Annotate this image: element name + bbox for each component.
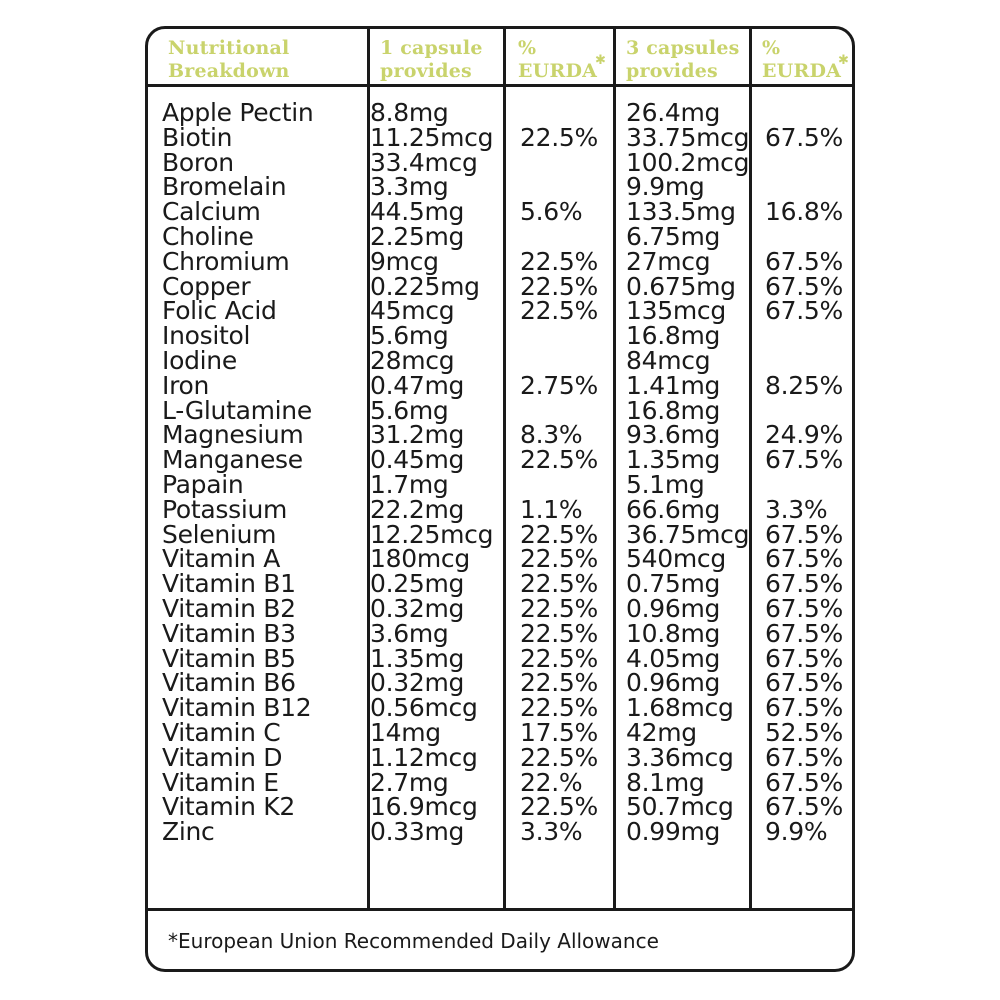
three-capsules-amount: 0.96mg	[626, 593, 721, 623]
eurda-three-percent: 67.5%	[765, 296, 843, 326]
eurda-one-column	[520, 101, 598, 845]
eurda-one-percent: 22.5%	[520, 618, 598, 648]
nutrient-name: Vitamin B2	[162, 593, 296, 623]
one-capsule-amount: 0.32mg	[370, 593, 465, 623]
eurda-three-percent: 67.5%	[765, 767, 843, 797]
three-capsules-amount: 10.8mg	[626, 618, 721, 648]
eurda-one-percent: 22.5%	[520, 569, 598, 599]
one-capsule-amount: 14mg	[370, 717, 441, 747]
one-capsule-amount: 3.6mg	[370, 618, 449, 648]
three-capsules-amount: 135mcg	[626, 296, 726, 326]
three-capsules-amount: 16.8mg	[626, 395, 721, 425]
footnote: *European Union Recommended Daily Allowance	[168, 929, 659, 953]
nutrient-name: Vitamin B1	[162, 569, 296, 599]
eurda-three-percent: 67.5%	[765, 668, 843, 698]
eurda-three-percent: 3.3%	[765, 494, 828, 524]
one-capsule-amount: 5.6mg	[370, 321, 449, 351]
footer-divider	[148, 908, 852, 911]
eurda-three-percent: 67.5%	[765, 593, 843, 623]
header-eurda-2: % EURDA	[762, 37, 842, 82]
eurda-one-percent: 22.5%	[520, 792, 598, 822]
eurda-one-percent: 22.5%	[520, 643, 598, 673]
eurda-one-percent: 22.5%	[520, 296, 598, 326]
three-capsules-amount: 33.75mcg	[626, 122, 750, 152]
one-capsule-amount: 2.25mg	[370, 221, 465, 251]
eurda-three-percent: 8.25%	[765, 370, 843, 400]
one-capsule-amount: 1.12mcg	[370, 742, 478, 772]
three-capsules-amount: 16.8mg	[626, 321, 721, 351]
one-capsule-amount: 33.4mcg	[370, 147, 478, 177]
nutrient-name: Chromium	[162, 246, 290, 276]
one-capsule-amount: 5.6mg	[370, 395, 449, 425]
nutrient-name: Biotin	[162, 122, 233, 152]
one-capsule-amount: 180mcg	[370, 544, 470, 574]
eurda-one-percent: 3.3%	[520, 817, 583, 847]
nutrient-name: Iron	[162, 370, 210, 400]
three-capsules-amount: 133.5mg	[626, 197, 736, 227]
eurda-three-percent: 67.5%	[765, 271, 843, 301]
one-capsule-column	[370, 98, 494, 847]
one-capsule-amount: 0.32mg	[370, 668, 465, 698]
nutrient-name: Zinc	[162, 817, 215, 847]
eurda-one-percent: 22.5%	[520, 246, 598, 276]
eurda-three-percent: 52.5%	[765, 717, 843, 747]
eurda-three-percent: 24.9%	[765, 420, 843, 450]
eurda-three-percent: 16.8%	[765, 197, 843, 227]
eurda-three-percent: 67.5%	[765, 544, 843, 574]
nutrient-name: L-Glutamine	[162, 395, 312, 425]
eurda-three-percent: 67.5%	[765, 792, 843, 822]
three-capsules-amount: 1.41mg	[626, 370, 721, 400]
three-capsules-amount: 3.36mcg	[626, 742, 734, 772]
eurda-one-percent: 22.5%	[520, 122, 598, 152]
nutrient-name: Papain	[162, 469, 244, 499]
three-capsules-amount: 0.675mg	[626, 271, 736, 301]
eurda-one-percent	[520, 151, 598, 176]
nutrient-name: Vitamin D	[162, 742, 283, 772]
three-capsules-amount: 0.96mg	[626, 668, 721, 698]
one-capsule-amount: 8.8mg	[370, 98, 449, 127]
one-capsule-amount: 22.2mg	[370, 494, 465, 524]
one-capsule-amount: 0.33mg	[370, 817, 465, 847]
eurda-one-percent: 22.%	[520, 767, 583, 797]
three-capsules-amount: 1.35mg	[626, 445, 721, 475]
header-nutrient: Nutritional Breakdown	[168, 37, 290, 82]
eurda-one-percent: 22.5%	[520, 593, 598, 623]
one-capsule-amount: 0.25mg	[370, 569, 465, 599]
eurda-three-percent: 9.9%	[765, 817, 828, 847]
three-capsules-amount: 50.7mcg	[626, 792, 734, 822]
three-capsules-amount: 100.2mcg	[626, 147, 750, 177]
nutrient-name: Folic Acid	[162, 296, 277, 326]
one-capsule-amount: 0.56mcg	[370, 693, 478, 723]
eurda-three-percent: 67.5%	[765, 742, 843, 772]
header-eurda-1: % EURDA	[518, 37, 598, 82]
three-capsules-amount: 84mcg	[626, 345, 711, 375]
nutrient-name: Choline	[162, 221, 254, 251]
one-capsule-amount: 44.5mg	[370, 197, 465, 227]
three-capsules-amount: 0.75mg	[626, 569, 721, 599]
nutrient-name: Iodine	[162, 345, 237, 375]
nutrient-name: Bromelain	[162, 172, 287, 202]
eurda-one-percent: 1.1%	[520, 494, 583, 524]
three-capsules-column	[626, 98, 750, 847]
eurda-three-percent: 67.5%	[765, 519, 843, 549]
eurda-three-percent: 67.5%	[765, 122, 843, 152]
eurda-one-percent: 22.5%	[520, 544, 598, 574]
one-capsule-amount: 1.35mg	[370, 643, 465, 673]
nutrient-name-column	[162, 98, 314, 847]
eurda-one-percent: 22.5%	[520, 668, 598, 698]
asterisk-icon: ✱	[595, 53, 606, 68]
one-capsule-amount: 12.25mcg	[370, 519, 494, 549]
header-one-capsule: 1 capsule provides	[380, 37, 483, 82]
three-capsules-amount: 8.1mg	[626, 767, 705, 797]
three-capsules-amount: 6.75mg	[626, 221, 721, 251]
eurda-one-percent: 22.5%	[520, 519, 598, 549]
eurda-three-percent: 67.5%	[765, 569, 843, 599]
one-capsule-amount: 3.3mg	[370, 172, 449, 202]
eurda-three-percent: 67.5%	[765, 693, 843, 723]
eurda-three-column	[765, 101, 843, 845]
one-capsule-amount: 2.7mg	[370, 767, 449, 797]
three-capsules-amount: 66.6mg	[626, 494, 721, 524]
header-three-capsules: 3 capsules provides	[626, 37, 740, 82]
one-capsule-amount: 31.2mg	[370, 420, 465, 450]
three-capsules-amount: 36.75mcg	[626, 519, 750, 549]
eurda-one-percent: 5.6%	[520, 197, 583, 227]
one-capsule-amount: 0.47mg	[370, 370, 465, 400]
eurda-one-percent: 17.5%	[520, 717, 598, 747]
nutrient-name: Vitamin C	[162, 717, 281, 747]
one-capsule-amount: 0.225mg	[370, 271, 480, 301]
one-capsule-amount: 0.45mg	[370, 445, 465, 475]
nutrient-name: Vitamin E	[162, 767, 279, 797]
eurda-three-percent: 67.5%	[765, 445, 843, 475]
one-capsule-amount: 9mcg	[370, 246, 439, 276]
eurda-one-percent: 22.5%	[520, 271, 598, 301]
nutrient-name: Vitamin B5	[162, 643, 296, 673]
eurda-one-percent: 22.5%	[520, 445, 598, 475]
column-divider	[503, 29, 506, 909]
nutrient-name: Apple Pectin	[162, 98, 314, 127]
nutrient-name: Calcium	[162, 197, 261, 227]
nutrient-name: Potassium	[162, 494, 288, 524]
nutrient-name: Copper	[162, 271, 251, 301]
one-capsule-amount: 45mcg	[370, 296, 455, 326]
nutrient-name: Vitamin K2	[162, 792, 296, 822]
nutrient-name: Vitamin B3	[162, 618, 296, 648]
three-capsules-amount: 5.1mg	[626, 469, 705, 499]
three-capsules-amount: 26.4mg	[626, 98, 721, 127]
eurda-one-percent: 2.75%	[520, 370, 598, 400]
nutrition-table	[145, 26, 855, 972]
three-capsules-amount: 540mcg	[626, 544, 726, 574]
three-capsules-amount: 9.9mg	[626, 172, 705, 202]
eurda-three-percent: 67.5%	[765, 246, 843, 276]
three-capsules-amount: 1.68mcg	[626, 693, 734, 723]
eurda-three-percent: 67.5%	[765, 618, 843, 648]
three-capsules-amount: 4.05mg	[626, 643, 721, 673]
nutrient-name: Vitamin A	[162, 544, 281, 574]
eurda-three-percent	[765, 151, 843, 176]
column-divider	[749, 29, 752, 909]
eurda-one-percent: 22.5%	[520, 742, 598, 772]
nutrient-name: Selenium	[162, 519, 277, 549]
nutrient-name: Inositol	[162, 321, 251, 351]
asterisk-icon: ✱	[838, 53, 849, 68]
eurda-three-percent	[765, 324, 843, 349]
eurda-one-percent: 8.3%	[520, 420, 583, 450]
nutrient-name: Manganese	[162, 445, 303, 475]
one-capsule-amount: 16.9mcg	[370, 792, 478, 822]
nutrient-name: Vitamin B6	[162, 668, 296, 698]
eurda-three-percent: 67.5%	[765, 643, 843, 673]
nutrient-name: Boron	[162, 147, 234, 177]
nutrient-name: Vitamin B12	[162, 693, 312, 723]
three-capsules-amount: 42mg	[626, 717, 697, 747]
three-capsules-amount: 27mcg	[626, 246, 711, 276]
nutrient-name: Magnesium	[162, 420, 304, 450]
column-divider	[613, 29, 616, 909]
one-capsule-amount: 1.7mg	[370, 469, 449, 499]
one-capsule-amount: 28mcg	[370, 345, 455, 375]
three-capsules-amount: 93.6mg	[626, 420, 721, 450]
three-capsules-amount: 0.99mg	[626, 817, 721, 847]
one-capsule-amount: 11.25mcg	[370, 122, 494, 152]
eurda-one-percent: 22.5%	[520, 693, 598, 723]
header-divider	[148, 84, 852, 87]
eurda-one-percent	[520, 324, 598, 349]
